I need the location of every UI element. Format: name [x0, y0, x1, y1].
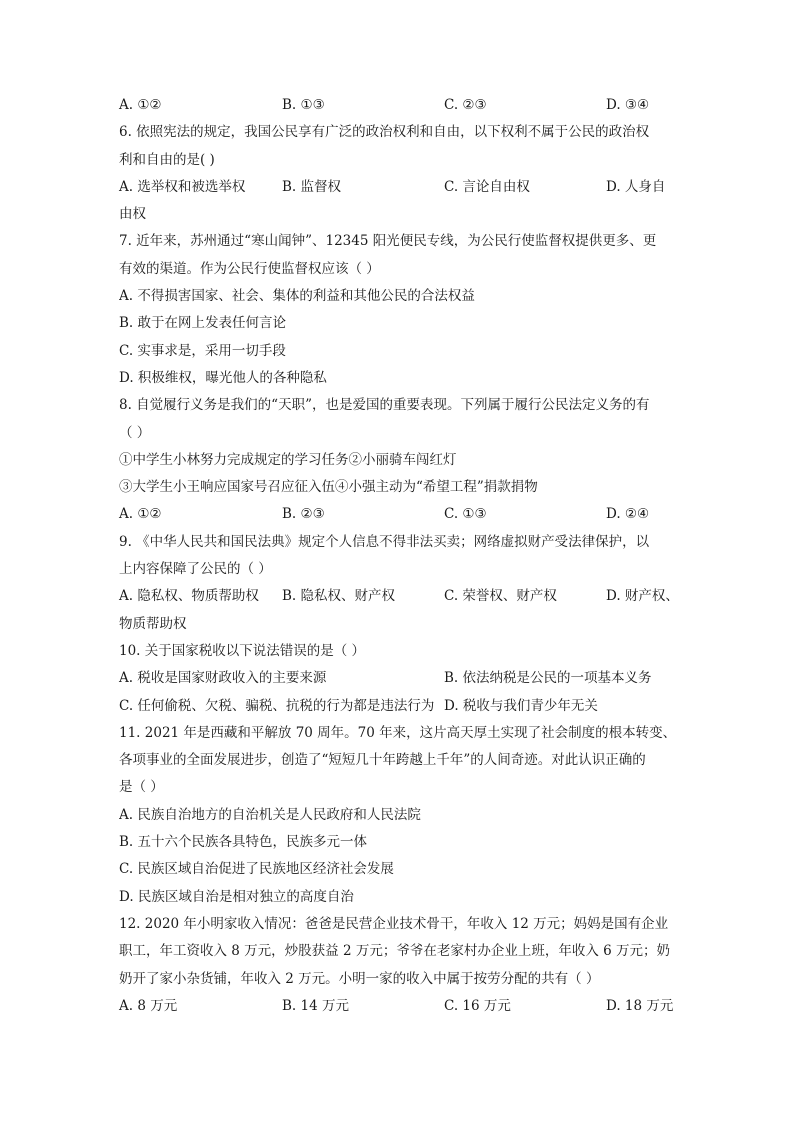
q8-stem-line1: 8. 自觉履行义务是我们的“天职”，也是爱国的重要表现。下列属于履行公民法定义务的有: [119, 397, 650, 414]
q5-option-c[interactable]: C. ②③: [444, 97, 487, 113]
q9-option-a[interactable]: A. 隐私权、物质帮助权: [119, 588, 259, 605]
q6-stem-line1: 6. 依照宪法的规定，我国公民享有广泛的政治权利和自由，以下权利不属于公民的政治权: [119, 124, 650, 141]
q8-items-line2: ③大学生小王响应国家号召应征入伍④小强主动为“希望工程”捐款捐物: [119, 479, 538, 496]
q8-option-a[interactable]: A. ①②: [119, 506, 162, 523]
q9-stem-line1: 9. 《中华人民共和国民法典》规定个人信息不得非法买卖；网络虚拟财产受法律保护，以: [119, 533, 650, 550]
q5-option-d[interactable]: D. ③④: [606, 97, 650, 113]
q12-option-d[interactable]: D. 18 万元: [606, 997, 674, 1014]
q11-stem-line2: 各项事业的全面发展进步，创造了“短短几十年跨越上千年”的人间奇迹。对此认识正确的: [119, 752, 646, 769]
q10-option-b[interactable]: B. 依法纳税是公民的一项基本义务: [444, 670, 652, 687]
q7-option-c[interactable]: C. 实事求是，采用一切手段: [119, 342, 286, 359]
q9-stem-line2: 上内容保障了公民的（ ）: [119, 561, 272, 578]
exam-page: [119, 92, 679, 1020]
q12-option-c[interactable]: C. 16 万元: [444, 997, 511, 1014]
q11-option-b[interactable]: B. 五十六个民族各具特色，民族多元一体: [119, 834, 368, 851]
q6-stem-line2: 利和自由的是( ): [119, 151, 215, 168]
q8-options: [119, 501, 679, 528]
q10-option-c[interactable]: C. 任何偷税、欠税、骗税、抗税的行为都是违法行为: [119, 697, 435, 714]
q12-options: [119, 993, 679, 1020]
q8-items-line1: ①中学生小林努力完成规定的学习任务②小丽骑车闯红灯: [119, 451, 457, 468]
q5-option-b[interactable]: B. ①③: [282, 97, 325, 113]
q9-option-d-wrap: 物质帮助权: [119, 615, 187, 632]
q11-option-c[interactable]: C. 民族区域自治促进了民族地区经济社会发展: [119, 861, 394, 878]
q12-option-b[interactable]: B. 14 万元: [282, 997, 349, 1014]
q12-stem-line1: 12. 2020 年小明家收入情况：爸爸是民营企业技术骨干，年收入 12 万元；妈妈是国有企业: [119, 915, 669, 932]
q12-option-a[interactable]: A. 8 万元: [119, 997, 178, 1014]
q11-stem-line1: 11. 2021 年是西藏和平解放 70 周年。70 年来，这片高天厚土实现了社会制度的根本转变、: [119, 724, 677, 741]
q11-option-d[interactable]: D. 民族区域自治是相对独立的高度自治: [119, 888, 354, 905]
q6-option-a[interactable]: A. 选举权和被选举权: [119, 178, 246, 195]
q5-options: [119, 92, 679, 119]
q8-stem-line2: （ ）: [119, 424, 151, 441]
q12-stem-line3: 奶开了家小杂货铺，年收入 2 万元。小明一家的收入中属于按劳分配的共有（ ）: [119, 970, 600, 987]
q10-option-d[interactable]: D. 税收与我们青少年无关: [444, 697, 598, 714]
q9-option-d[interactable]: D. 财产权、: [606, 588, 679, 605]
q9-options: [119, 583, 679, 610]
q6-options: [119, 174, 679, 201]
q7-option-d[interactable]: D. 积极维权，曝光他人的各种隐私: [119, 369, 327, 386]
q9-option-b[interactable]: B. 隐私权、财产权: [282, 588, 396, 605]
q12-stem-line2: 职工，年工资收入 8 万元，炒股获益 2 万元；爷爷在老家村办企业上班，年收入 6 万元；奶: [119, 943, 671, 960]
q8-option-c[interactable]: C. ①③: [444, 506, 487, 523]
q6-option-d[interactable]: D. 人身自: [606, 178, 666, 195]
q8-option-b[interactable]: B. ②③: [282, 506, 325, 523]
q9-option-c[interactable]: C. 荣誉权、财产权: [444, 588, 557, 605]
q10-options-row1: [119, 665, 679, 692]
q10-options-row2: [119, 693, 679, 720]
q10-option-a[interactable]: A. 税收是国家财政收入的主要来源: [119, 670, 327, 687]
q11-stem-line3: 是（ ）: [119, 779, 164, 796]
q8-option-d[interactable]: D. ②④: [606, 506, 650, 523]
q6-option-d-wrap: 由权: [119, 206, 146, 223]
q7-stem-line2: 有效的渠道。作为公民行使监督权应该（ ）: [119, 260, 380, 277]
q10-stem-line1: 10. 关于国家税收以下说法错误的是（ ）: [119, 642, 366, 659]
q7-stem-line1: 7. 近年来，苏州通过“寒山闻钟”、12345 阳光便民专线，为公民行使监督权提供更多、更: [119, 233, 657, 250]
q11-option-a[interactable]: A. 民族自治地方的自治机关是人民政府和人民法院: [119, 806, 421, 823]
q7-option-a[interactable]: A. 不得损害国家、社会、集体的利益和其他公民的合法权益: [119, 288, 475, 305]
q6-option-c[interactable]: C. 言论自由权: [444, 178, 530, 195]
q5-option-a[interactable]: A. ①②: [119, 97, 162, 113]
q6-option-b[interactable]: B. 监督权: [282, 178, 342, 195]
q7-option-b[interactable]: B. 敢于在网上发表任何言论: [119, 315, 287, 332]
